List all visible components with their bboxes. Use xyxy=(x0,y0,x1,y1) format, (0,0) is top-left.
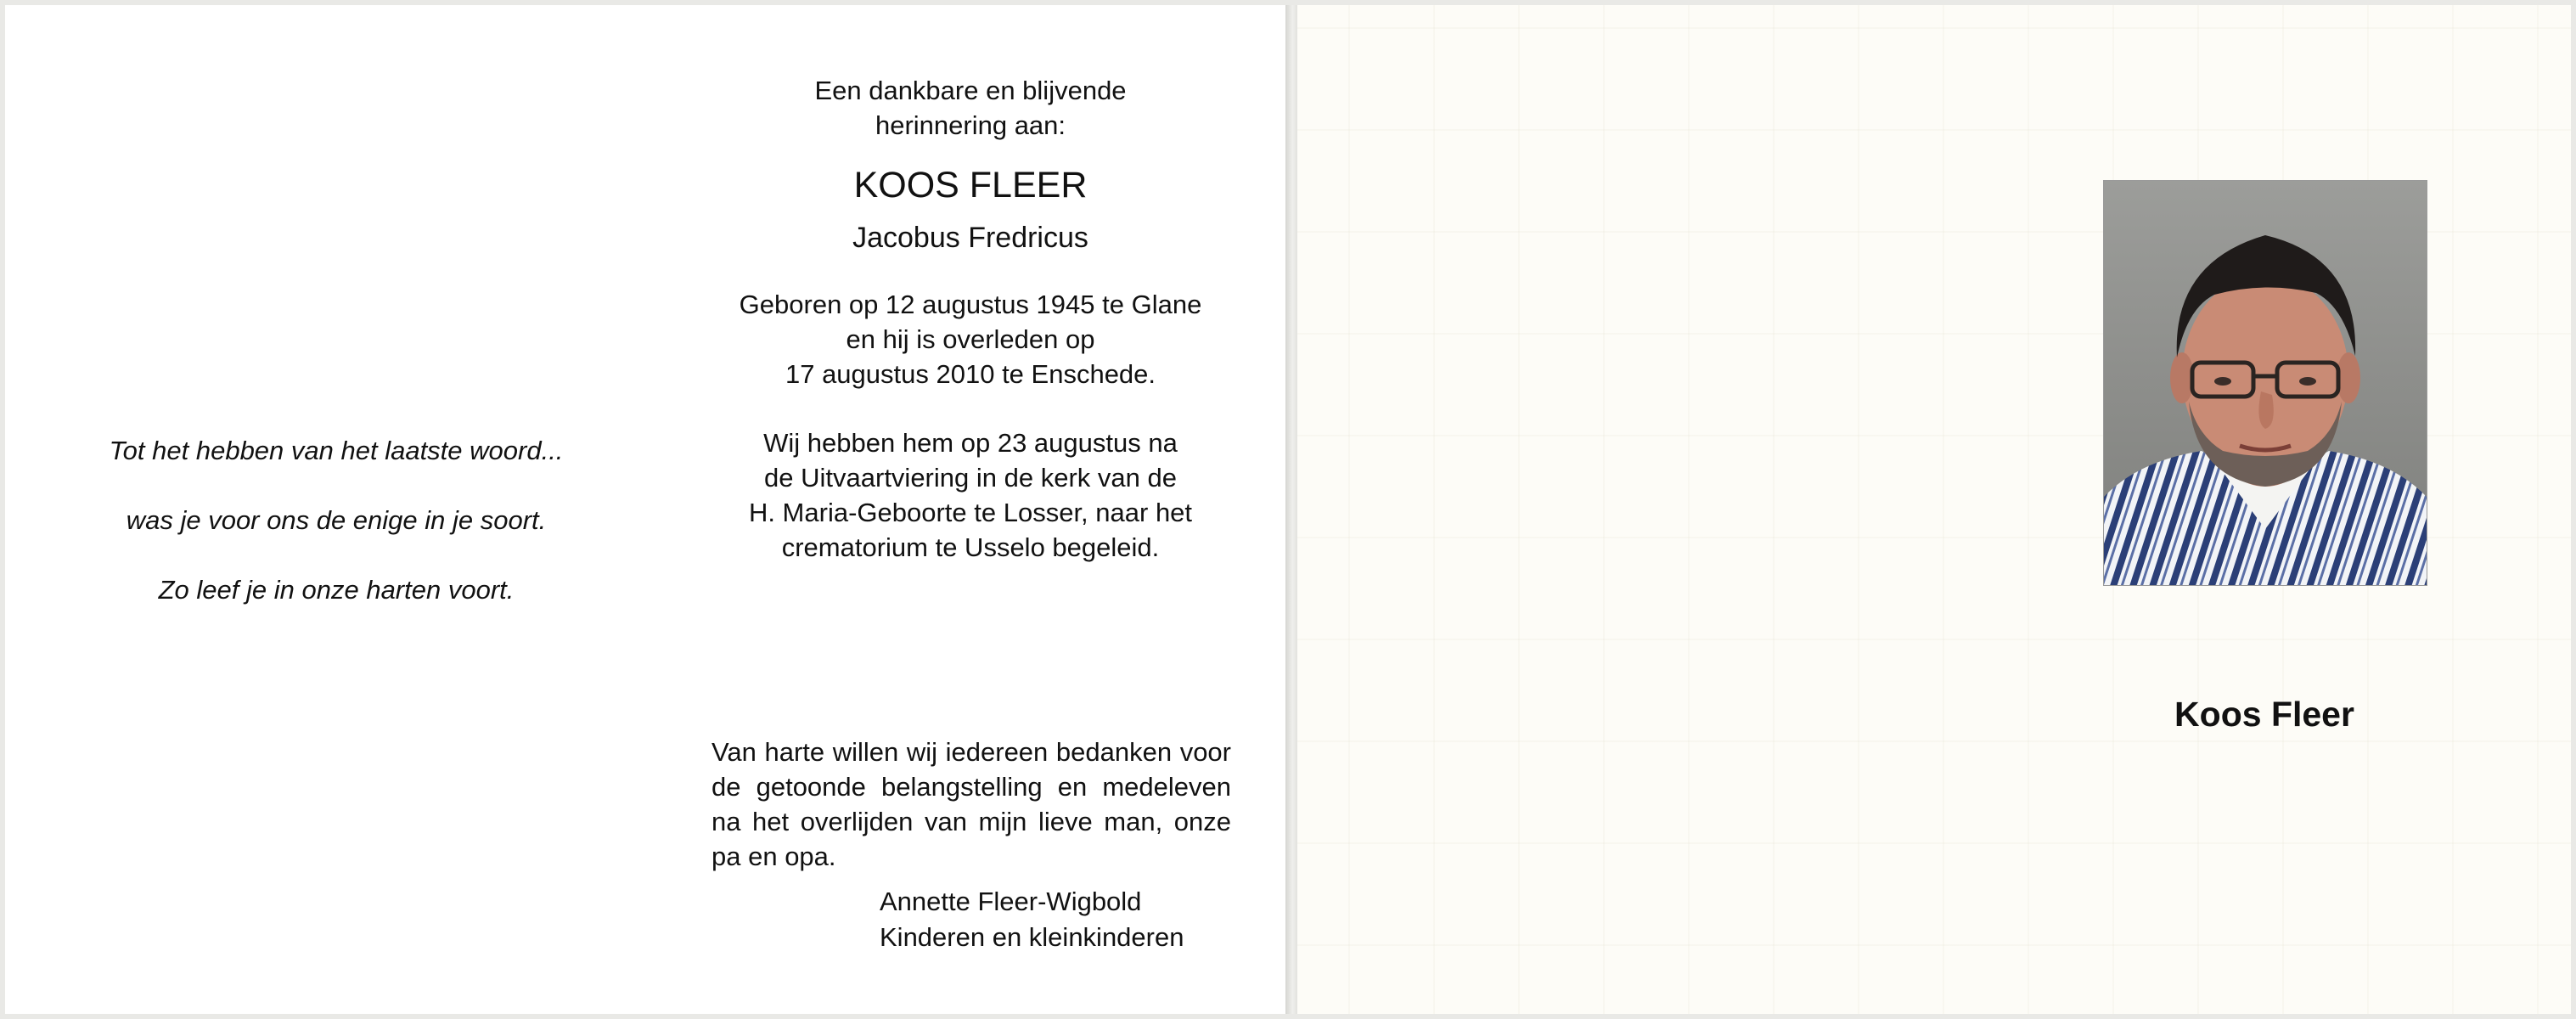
thank-you-text: Van harte willen wij iedereen bedanken voor de getoonde belangstelling en medeleven na het overlijden van mijn lieve man, onze pa en opa. xyxy=(711,737,1231,871)
memorial-text xyxy=(711,73,1229,565)
deceased-name: KOOS FLEER xyxy=(853,165,1088,205)
poem-line: Tot het hebben van het laatste woord... xyxy=(109,436,564,465)
intro-line: Een dankbare en blijvende xyxy=(814,76,1127,105)
birth-death-line: en hij is overleden op xyxy=(846,324,1095,354)
given-names: Jacobus Fredricus xyxy=(852,222,1088,254)
portrait-photo xyxy=(2103,180,2427,586)
intro-line: herinnering aan: xyxy=(875,110,1066,140)
card-fold xyxy=(1285,5,1297,1014)
signature-line: Annette Fleer-Wigbold xyxy=(880,887,1142,916)
portrait-illustration xyxy=(2104,181,2427,585)
funeral-line: de Uitvaartviering in de kerk van de xyxy=(764,463,1177,493)
poem-line: Zo leef je in onze harten voort. xyxy=(158,575,515,605)
memorial-poem xyxy=(82,434,591,643)
birth-death-line: Geboren op 12 augustus 1945 te Glane xyxy=(739,290,1202,319)
signature-line: Kinderen en kleinkinderen xyxy=(880,922,1184,952)
photo-caption: Koos Fleer xyxy=(2174,695,2354,734)
left-card-page xyxy=(5,5,1285,1014)
funeral-line: Wij hebben hem op 23 augustus na xyxy=(763,428,1178,458)
intro-text xyxy=(711,73,1229,143)
birth-death-line: 17 augustus 2010 te Enschede. xyxy=(785,359,1156,389)
funeral-line: H. Maria-Geboorte te Losser, naar het xyxy=(748,498,1193,527)
funeral-text xyxy=(711,425,1229,565)
signature-block xyxy=(880,884,1236,955)
funeral-line: crematorium te Usselo begeleid. xyxy=(781,532,1160,562)
poem-line: was je voor ons de enige in je soort. xyxy=(126,505,547,535)
birth-death-text xyxy=(711,287,1229,391)
